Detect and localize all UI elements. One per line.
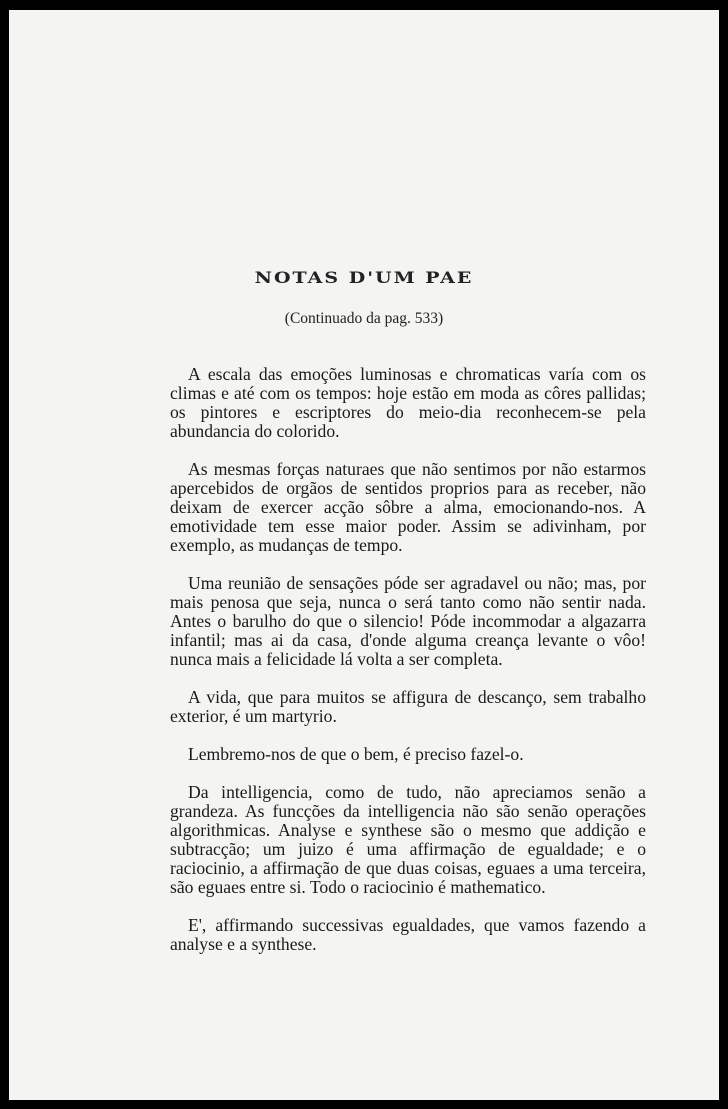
paragraph-4: A vida, que para muitos se affigura de descanço, sem trabalho exterior, é um martyrio. <box>170 687 646 726</box>
paragraph-5: Lembremo-nos de que o bem, é preciso fazel-o. <box>188 744 524 764</box>
paragraph-1: A escala das emoções luminosas e chromaticas varía com os climas e até com os tempos: hoje estão em moda as côres pallidas; os pintores e escriptores do meio-dia reconhecem-se pela abundancia do colorido. <box>170 364 646 441</box>
page-title: NOTAS D'UM PAE <box>254 268 474 288</box>
paragraph-3: Uma reunião de sensações póde ser agradavel ou não; mas, por mais penosa que seja, nunca o será tanto como não sentir nada. Antes o barulho do que o silencio! Póde incommodar a algazarra infantil; mas ai da casa, d'onde alguma creança levante o vôo! nunca mais a felicidade lá volta a ser completa. <box>170 573 646 669</box>
paragraph-2: As mesmas forças naturaes que não sentimos por não estarmos apercebidos de orgãos de sentidos proprios para as receber, não deixam de exercer acção sôbre a alma, emocionando-nos. A emotividade tem esse maior poder. Assim se adivinham, por exemplo, as mudanças de tempo. <box>170 459 646 555</box>
paragraph-7: E', affirmando successivas egualdades, que vamos fazendo a analyse e a synthese. <box>170 915 646 954</box>
document-page <box>9 10 719 1100</box>
article-body <box>170 365 646 954</box>
paragraph-6: Da intelligencia, como de tudo, não apreciamos senão a grandeza. As funcções da intelligencia não são senão operações algorithmicas. Analyse e synthese são o mesmo que addição e subtracção; um juizo é uma affirmação de egualdade; e o raciocinio, a affirmação de que duas coisas, eguaes a uma terceira, são eguaes entre si. Todo o raciocinio é mathematico. <box>170 782 646 897</box>
continuation-note: (Continuado da pag. 533) <box>284 310 444 327</box>
